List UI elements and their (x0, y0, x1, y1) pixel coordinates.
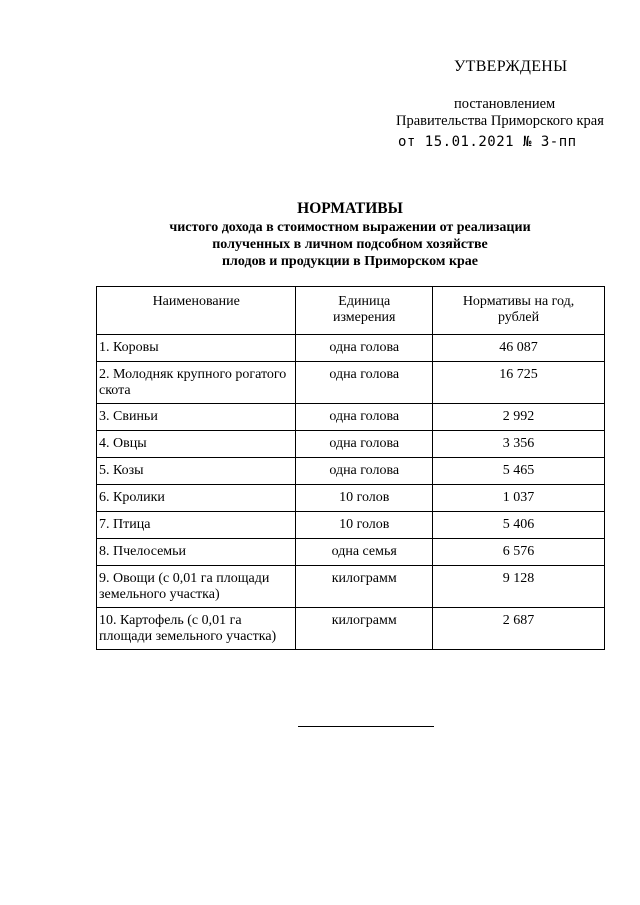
table-row (97, 539, 605, 566)
table-row (97, 404, 605, 431)
row-unit-cell: одна голова (296, 431, 433, 458)
row-name-cell: 7. Птица (97, 512, 296, 539)
approval-line-government: Правительства Приморского края (396, 113, 604, 129)
approval-title: УТВЕРЖДЕНЫ (454, 58, 568, 75)
document-subtitle-line: плодов и продукции в Приморском крае (221, 254, 479, 269)
row-norm-cell: 5 406 (433, 512, 605, 539)
row-name-cell: 6. Кролики (97, 485, 296, 512)
row-name-cell: 5. Козы (97, 458, 296, 485)
row-norm-cell: 16 725 (433, 362, 605, 404)
row-norm-cell: 9 128 (433, 566, 605, 608)
table-body (97, 335, 605, 650)
row-unit-cell: килограмм (296, 566, 433, 608)
table-row (97, 431, 605, 458)
row-name-cell: 2. Молодняк крупного рогатого скота (97, 362, 296, 404)
row-norm-cell: 2 687 (433, 608, 605, 650)
row-unit-cell: одна голова (296, 458, 433, 485)
table-row (97, 608, 605, 650)
row-name-cell: 4. Овцы (97, 431, 296, 458)
column-header-unit-text: Единица измерения (332, 294, 396, 325)
row-norm-cell: 3 356 (433, 431, 605, 458)
approval-line-date-number: от 15.01.2021 № 3-пп (398, 134, 577, 150)
row-name-cell: 1. Коровы (97, 335, 296, 362)
table-row (97, 335, 605, 362)
approval-line-resolution: постановлением (454, 96, 556, 112)
norms-table (96, 286, 605, 650)
column-header-norm-text: Нормативы на год, рублей (462, 294, 575, 325)
row-norm-cell: 6 576 (433, 539, 605, 566)
table-row (97, 512, 605, 539)
column-header-name: Наименование (97, 287, 296, 335)
row-unit-cell: одна голова (296, 362, 433, 404)
row-unit-cell: 10 голов (296, 512, 433, 539)
column-header-norm (433, 287, 605, 335)
table-row (97, 362, 605, 404)
row-norm-cell: 1 037 (433, 485, 605, 512)
document-subtitle-line: полученных в личном подсобном хозяйстве (212, 237, 488, 252)
row-norm-cell: 46 087 (433, 335, 605, 362)
document-subtitle-line: чистого дохода в стоимостном выражении от реализации (169, 220, 531, 235)
closing-line (298, 726, 434, 727)
row-name-cell: 8. Пчелосемьи (97, 539, 296, 566)
document-title: НОРМАТИВЫ (297, 200, 403, 217)
table-row (97, 485, 605, 512)
row-unit-cell: одна семья (296, 539, 433, 566)
table-header-row (97, 287, 605, 335)
row-name-cell: 10. Картофель (с 0,01 га площади земельного участка) (97, 608, 296, 650)
table-row (97, 566, 605, 608)
row-norm-cell: 2 992 (433, 404, 605, 431)
table-row (97, 458, 605, 485)
document-heading (96, 200, 604, 270)
row-name-cell: 3. Свиньи (97, 404, 296, 431)
row-unit-cell: 10 голов (296, 485, 433, 512)
row-name-cell: 9. Овощи (с 0,01 га площади земельного участка) (97, 566, 296, 608)
row-unit-cell: одна голова (296, 335, 433, 362)
column-header-unit (296, 287, 433, 335)
row-unit-cell: килограмм (296, 608, 433, 650)
row-unit-cell: одна голова (296, 404, 433, 431)
row-norm-cell: 5 465 (433, 458, 605, 485)
